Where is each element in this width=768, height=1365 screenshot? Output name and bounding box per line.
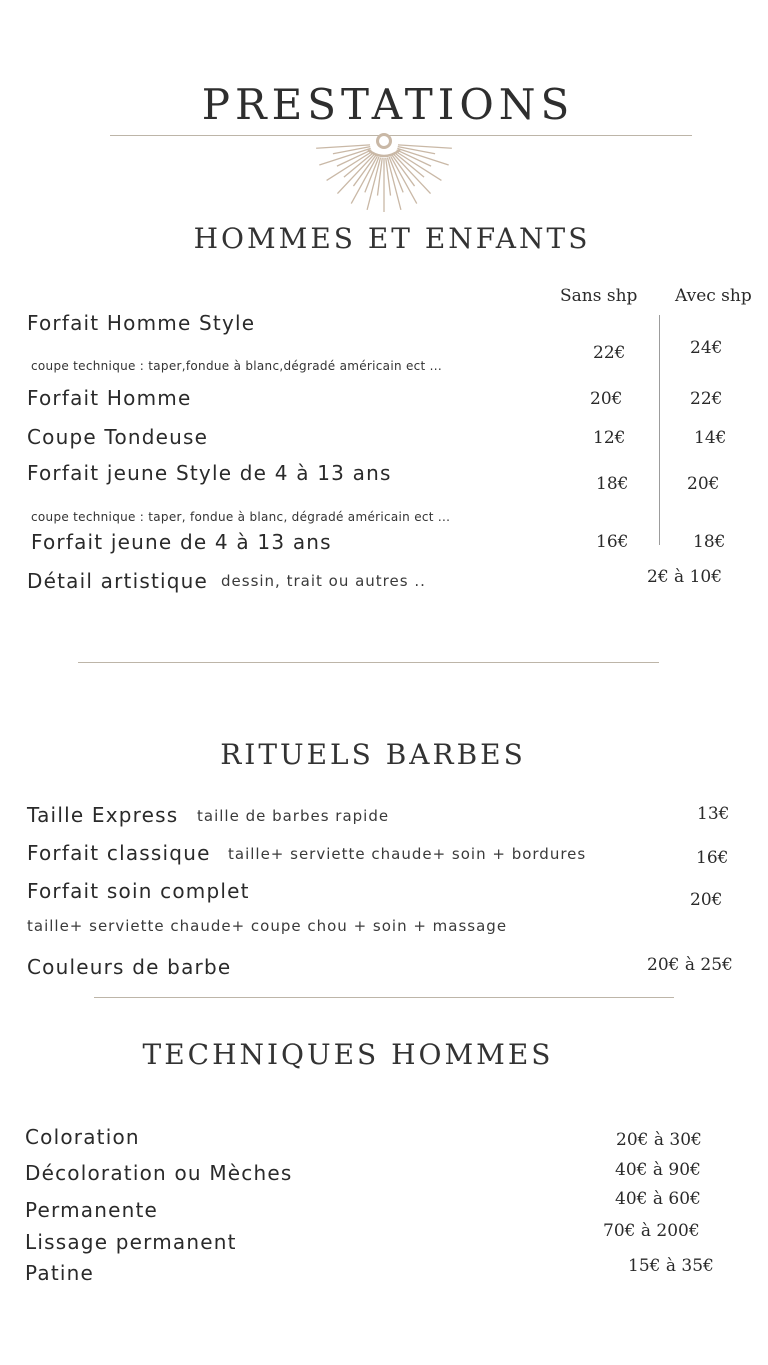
service-name: Patine (25, 1261, 94, 1285)
section-title-barbes: RITUELS BARBES (220, 738, 526, 771)
price: 40€ à 90€ (615, 1160, 701, 1180)
sunburst-ornament (313, 130, 455, 214)
price: 13€ (697, 804, 730, 824)
service-description: taille+ serviette chaude+ soin + bordures (228, 845, 587, 863)
service-name: Détail artistique (27, 569, 209, 593)
price: 40€ à 60€ (615, 1189, 701, 1209)
section-divider (94, 997, 674, 998)
service-description: taille+ serviette chaude+ coupe chou + soin + massage (27, 917, 508, 935)
column-divider (659, 315, 660, 545)
price-avec: 20€ (687, 474, 720, 494)
service-name: Forfait jeune Style de 4 à 13 ans (27, 461, 392, 485)
price-avec: 22€ (690, 389, 723, 409)
service-description: dessin, trait ou autres .. (221, 572, 426, 590)
price-avec: 14€ (694, 428, 727, 448)
price: 70€ à 200€ (603, 1221, 700, 1241)
price-sans: 20€ (590, 389, 623, 409)
service-name: Forfait jeune de 4 à 13 ans (31, 530, 332, 554)
section-divider (78, 662, 659, 663)
price-avec: 24€ (690, 338, 723, 358)
service-description: coupe technique : taper,fondue à blanc,dégradé américain ect ... (31, 359, 443, 373)
price-sans: 22€ (593, 343, 626, 363)
service-name: Forfait soin complet (27, 879, 250, 903)
service-name: Coloration (25, 1125, 140, 1149)
price: 20€ à 30€ (616, 1130, 702, 1150)
price: 16€ (696, 848, 729, 868)
service-name: Lissage permanent (25, 1230, 237, 1254)
service-name: Coupe Tondeuse (27, 425, 209, 449)
price-avec: 18€ (693, 532, 726, 552)
service-name: Décoloration ou Mèches (25, 1161, 293, 1185)
service-name: Forfait Homme (27, 386, 192, 410)
service-name: Forfait classique (27, 841, 211, 865)
service-name: Couleurs de barbe (27, 955, 232, 979)
section-title-techniques: TECHNIQUES HOMMES (142, 1038, 554, 1071)
price: 15€ à 35€ (628, 1256, 714, 1276)
service-description: taille de barbes rapide (197, 807, 390, 825)
column-header-sans: Sans shp (560, 286, 638, 306)
section-title-hommes: HOMMES ET ENFANTS (193, 222, 591, 255)
price-sans: 16€ (596, 532, 629, 552)
price-sans: 12€ (593, 428, 626, 448)
price: 20€ à 25€ (647, 955, 733, 975)
column-header-avec: Avec shp (675, 286, 752, 306)
price: 2€ à 10€ (647, 567, 723, 587)
service-name: Taille Express (27, 803, 179, 827)
price: 20€ (690, 890, 723, 910)
price-sans: 18€ (596, 474, 629, 494)
service-name: Permanente (25, 1198, 159, 1222)
service-description: coupe technique : taper, fondue à blanc, dégradé américain ect ... (31, 510, 451, 524)
service-name: Forfait Homme Style (27, 311, 256, 335)
page-title: PRESTATIONS (201, 80, 575, 129)
